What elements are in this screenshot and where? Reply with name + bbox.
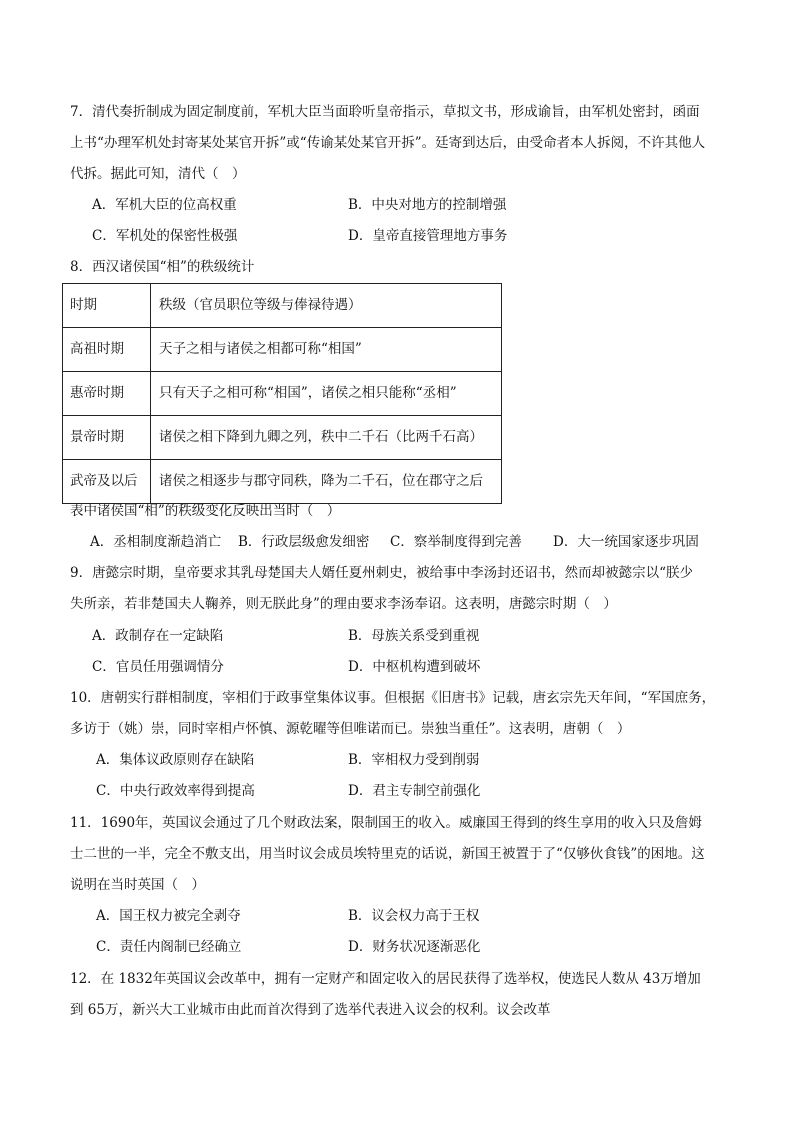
question-11-line-1: 11．1690年，英国议会通过了几个财政法案，限制国王的收入。威廉国王得到的终生享用的收入只及詹姆 — [70, 815, 703, 831]
question-11-line-2: 士二世的一半，完全不敷支出，用当时议会成员埃特里克的话说，新国王被置于了“仅够伙食钱”的困地。这 — [70, 846, 705, 862]
question-9-option-a: A．政制存在一定缺陷 — [92, 628, 224, 644]
table-cell: 诸侯之相逐步与郡守同秩，降为二千石，位在郡守之后 — [151, 460, 502, 504]
question-8-stem: 表中诸侯国“相”的秩级变化反映出当时（ ） — [70, 503, 341, 519]
rank-table — [62, 283, 502, 504]
question-10-option-d: D．君主专制空前强化 — [348, 783, 481, 799]
question-7-option-d: D．皇帝直接管理地方事务 — [348, 228, 508, 244]
table-row — [63, 460, 502, 504]
question-10-option-a: A．集体议政原则存在缺陷 — [96, 752, 255, 768]
table-cell: 景帝时期 — [63, 416, 151, 460]
table-cell: 武帝及以后 — [63, 460, 151, 504]
question-9-option-c: C．官员任用强调情分 — [92, 659, 224, 675]
question-11-option-a: A．国王权力被完全剥夺 — [96, 908, 241, 924]
table-cell: 诸侯之相下降到九卿之列，秩中二千石（比两千石高） — [151, 416, 502, 460]
question-11-line-3: 说明在当时英国（ ） — [70, 877, 205, 893]
question-7-option-c: C．军机处的保密性极强 — [92, 228, 238, 244]
table-cell: 天子之相与诸侯之相都可称“相国” — [151, 328, 502, 372]
table-row — [63, 372, 502, 416]
question-10-option-c: C．中央行政效率得到提高 — [96, 783, 255, 799]
question-9-option-b: B．母族关系受到重视 — [348, 628, 480, 644]
question-8-option-b: B．行政层级愈发细密 — [238, 534, 370, 550]
question-12-line-1: 12．在 1832年英国议会改革中，拥有一定财产和固定收入的居民获得了选举权，使选民人数从 43万增加 — [70, 971, 701, 987]
question-10-line-1: 10．唐朝实行群相制度，宰相们于政事堂集体议事。但根据《旧唐书》记载，唐玄宗先天年间，“军国庶务， — [70, 690, 716, 706]
table-header-row — [63, 284, 502, 328]
table-cell: 高祖时期 — [63, 328, 151, 372]
question-8-title: 8．西汉诸侯国“相”的秩级统计 — [70, 259, 255, 275]
table-cell: 惠帝时期 — [63, 372, 151, 416]
question-8-option-d: D．大一统国家逐步巩固 — [553, 534, 699, 550]
question-7-line-1: 7．清代奏折制成为固定制度前，军机大臣当面聆听皇帝指示，草拟文书，形成谕旨，由军机处密封，函面 — [70, 104, 700, 120]
table-row — [63, 416, 502, 460]
question-7-line-2: 上书“办理军机处封寄某处某官开拆”或“传谕某处某官开拆”。廷寄到达后，由受命者本人拆阅，不许其他人 — [70, 135, 706, 151]
table-header-cell: 时期 — [63, 284, 151, 328]
question-7-line-3: 代拆。据此可知，清代（ ） — [70, 166, 246, 182]
table-row — [63, 328, 502, 372]
question-9-line-1: 9．唐懿宗时期，皇帝要求其乳母楚国夫人婿任夏州刺史，被给事中李汤封还诏书，然而却被懿宗以“朕少 — [70, 565, 693, 581]
question-12-line-2: 到 65万，新兴大工业城市由此而首次得到了选举代表进入议会的权利。议会改革 — [70, 1002, 551, 1018]
question-11-option-d: D．财务状况逐渐恶化 — [348, 939, 481, 955]
question-11-option-c: C．责任内阁制已经确立 — [96, 939, 242, 955]
table-header-cell: 秩级（官员职位等级与俸禄待遇） — [151, 284, 502, 328]
question-9-option-d: D．中枢机构遭到破坏 — [348, 659, 481, 675]
table-cell: 只有天子之相可称“相国”，诸侯之相只能称“丞相” — [151, 372, 502, 416]
question-7-option-a: A．军机大臣的位高权重 — [92, 197, 237, 213]
question-8-option-a: A．丞相制度渐趋消亡 — [90, 534, 222, 550]
question-11-option-b: B．议会权力高于王权 — [348, 908, 480, 924]
question-10-line-2: 多访于（姚）崇，同时宰相卢怀慎、源乾曜等但唯诺而已。崇独当重任”。这表明，唐朝（ ） — [70, 721, 631, 737]
question-10-option-b: B．宰相权力受到削弱 — [348, 752, 480, 768]
question-7-option-b: B．中央对地方的控制增强 — [348, 197, 507, 213]
question-9-line-2: 失所亲，若非楚国夫人鞠养，则无朕此身”的理由要求李汤奉诏。这表明，唐懿宗时期（ ） — [70, 596, 617, 612]
question-8-option-c: C．察举制度得到完善 — [390, 534, 522, 550]
